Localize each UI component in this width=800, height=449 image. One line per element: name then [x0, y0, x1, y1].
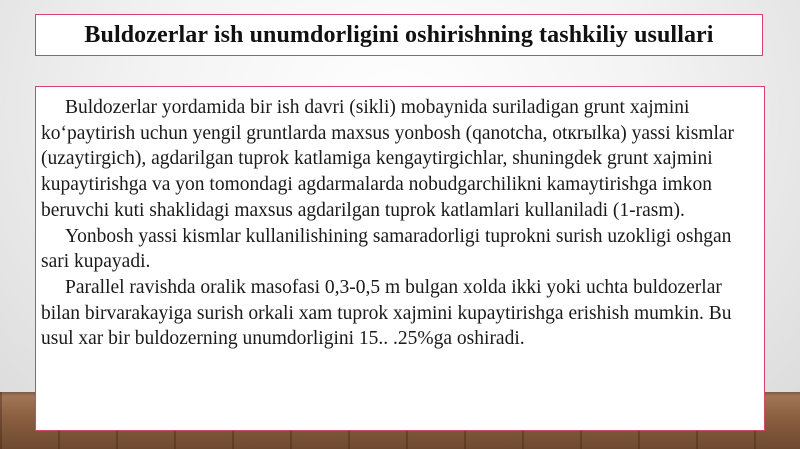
- title-frame: [35, 14, 763, 56]
- paragraph-2: Yonbosh yassi kismlar kullanilishining samaradorligi tuprokni surish uzokligi oshgan sari kupayadi.: [41, 225, 732, 273]
- slide-title: Buldozerlar ish unumdorligini oshirishning tashkiliy usullari: [84, 21, 714, 48]
- paragraph-1: Buldozerlar yordamida bir ish davri (sikli) mobaynida suriladigan grunt xajmini ko‘paytirish uchun yengil gruntlarda maxsus yonbosh (qanotcha, otкrыlka) yassi kismlar (uzaytirgich), agdarilgan tuprok katlamiga kengaytirgichlar, shuningdek grunt xajmini kupaytirishga va yon tomondagi agdarmalarda nobudgarchilikni kamaytirishga imkon beruvchi kuti shaklidagi maxsus agdarilgan tuprok katlamlari kullaniladi (1-rasm).: [41, 97, 735, 221]
- paragraph-3: Parallel ravishda oralik masofasi 0,3-0,5 m bulgan xolda ikki yoki uchta buldozerlar bilan birvarakayiga surish orkali xam tuprok xajmini kupaytirishga erishish mumkin. Bu usul xar bir buldozerning unumdorligini 15.. .25%ga oshiradi.: [41, 276, 732, 350]
- content-frame: [35, 86, 765, 431]
